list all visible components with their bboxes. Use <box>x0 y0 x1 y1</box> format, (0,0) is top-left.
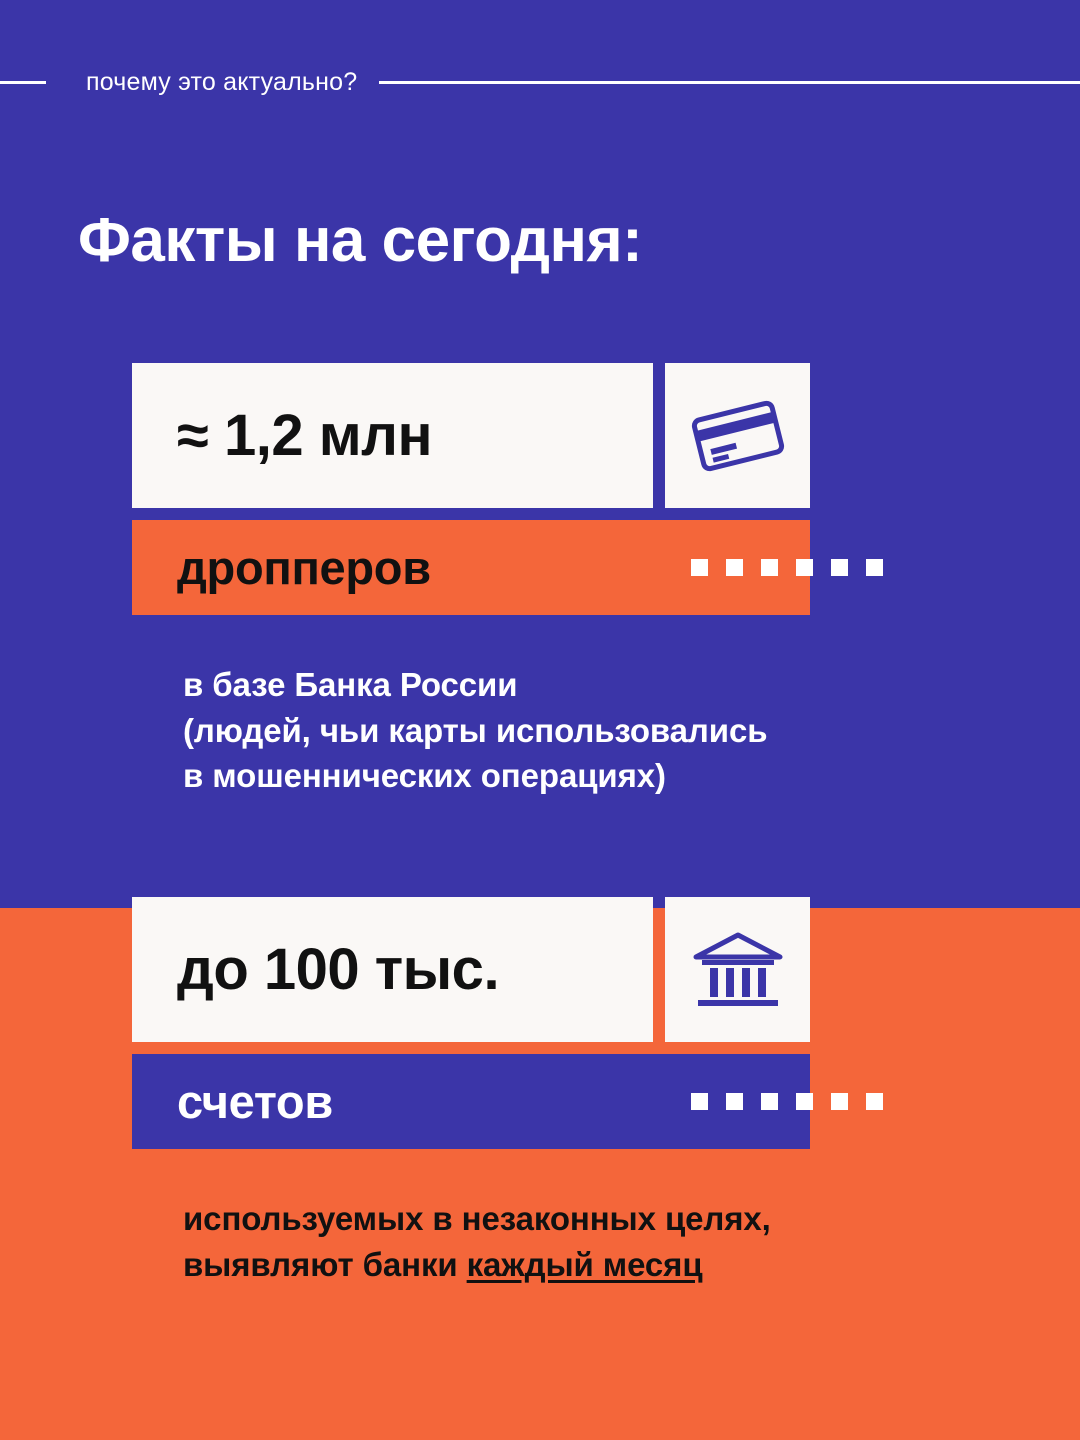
fact-label-bar <box>132 520 810 615</box>
fact-block-accounts <box>132 897 948 1287</box>
fact-description-line-2 <box>183 1242 948 1288</box>
fact-description-line-2: (людей, чьи карты использовались <box>183 711 768 749</box>
fact-description-line-2-text: выявляют банки <box>183 1245 467 1283</box>
fact-value-row <box>132 363 948 508</box>
eyebrow-rule-left <box>0 81 46 84</box>
eyebrow-rule-right <box>379 81 1080 84</box>
dot-separator <box>691 559 883 576</box>
fact-value-row <box>132 897 948 1042</box>
fact-label: дропперов <box>177 541 431 594</box>
fact-label: счетов <box>177 1075 333 1128</box>
bank-card-icon <box>665 363 810 508</box>
eyebrow-label: почему это актуально? <box>86 67 358 96</box>
page-title: Факты на сегодня: <box>78 206 643 275</box>
fact-description-line-3: в мошеннических операциях) <box>183 757 666 795</box>
fact-value: ≈ 1,2 млн <box>177 403 432 468</box>
fact-description <box>132 1196 948 1287</box>
bank-building-icon <box>665 897 810 1042</box>
fact-label-bar <box>132 1054 810 1149</box>
fact-value-card <box>132 363 653 508</box>
fact-description-line-1: используемых в незаконных целях, <box>183 1200 771 1237</box>
fact-description-line-1: в базе Банка России <box>183 666 518 703</box>
eyebrow-header <box>0 62 1080 102</box>
fact-description-emphasis: каждый месяц <box>466 1245 703 1283</box>
fact-value-card <box>132 897 653 1042</box>
fact-block-droppers <box>132 363 948 799</box>
fact-description <box>132 662 948 799</box>
dot-separator <box>691 1093 883 1110</box>
fact-value: до 100 тыс. <box>177 937 500 1002</box>
